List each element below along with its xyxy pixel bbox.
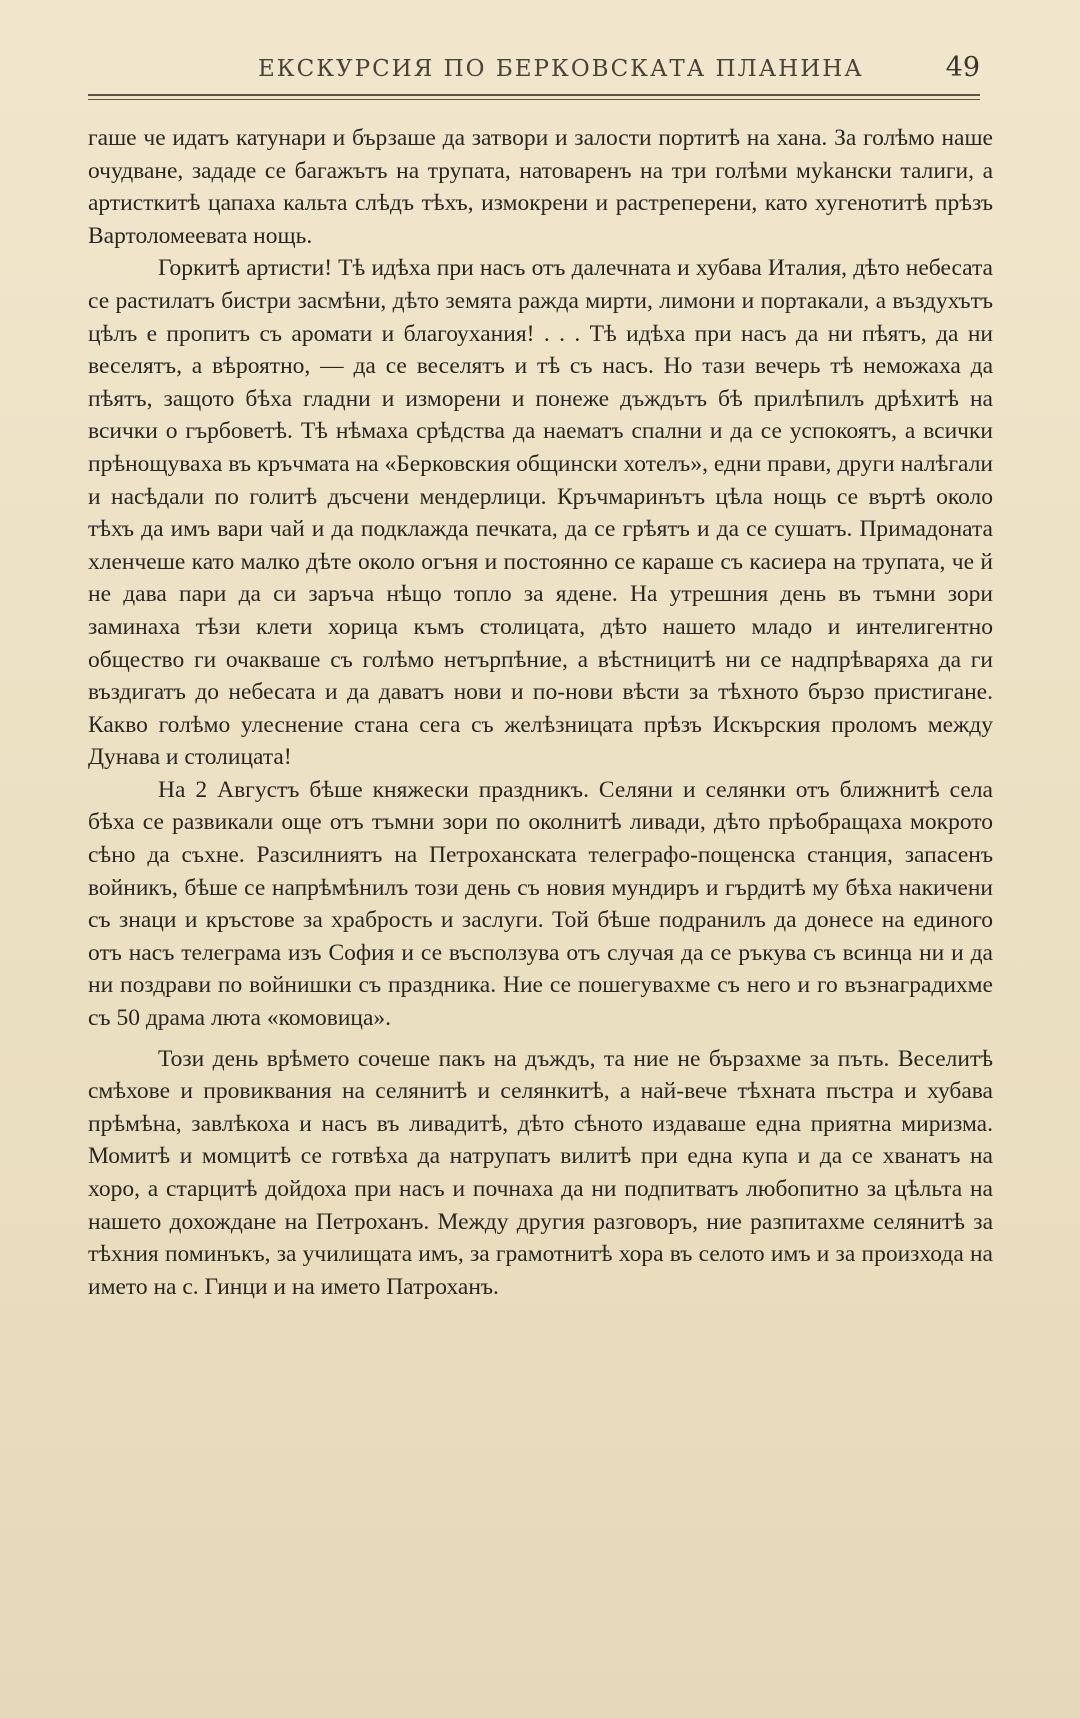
running-title: ЕКСКУРСИЯ ПО БЕРКОВСКАТА ПЛАНИНА [258, 56, 864, 82]
paragraph: На 2 Августъ бѣше княжески праздникъ. Селяни и селянки отъ ближнитѣ села бѣха се развикали още отъ тъмни зори по околнитѣ ливади, дѣто прѣобращаха мокрото сѣно да съхне. Разсилниятъ на Петроханската телеграфо-пощенска станция, запасенъ войникъ, бѣше се напрѣмѣнилъ този день съ новия мундиръ и гърдитѣ му бѣха накичени съ знаци и кръстове за храбрость и заслуги. Той бѣше подранилъ да донесе на единого отъ насъ телеграма изъ София и се въсползува отъ случая да се ръкува съ всинца ни и да ни поздрави по войнишки съ праздника. Ние се пошегувахме съ него и го възнаградихме съ 50 драма люта «комовица». [88, 776, 993, 1032]
page-header [88, 52, 980, 92]
paragraph: Горкитѣ артисти! Тѣ идѣха при насъ отъ далечната и хубава Италия, дѣто небесата се растилатъ бистри засмѣни, дѣто земята ражда мирти, лимони и портакали, а въздухътъ цѣлъ е пропитъ съ аромати и благоухания! . . . Тѣ идѣха при насъ да ни пѣятъ, да ни веселятъ, а вѣроятно, — да се веселятъ и тѣ съ насъ. Но тази вечерь тѣ неможаха да пѣятъ, защото бѣха гладни и изморени и понеже дъждътъ бѣ прилѣпилъ дрѣхитѣ на всички о гърбоветѣ. Тѣ нѣмаха срѣдства да наематъ спални и да се успокоятъ, а всички прѣнощуваха въ кръчмата на «Берковския общински хотелъ», едни прави, други налѣгали и насѣдали по голитѣ дъсчени мендерлици. Кръчмаринътъ цѣла нощь се въртѣ около тѣхъ да имъ вари чай и да подклажда печката, да се грѣятъ и да се сушатъ. Примадоната хленчеше като малко дѣте около огъня и постоянно се караше съ касиера на трупата, че й не дава пари да си заръча нѣщо топло за ядене. На утрешния день въ тъмни зори заминаха тѣзи клети хорица къмъ столицата, дѣто нашето младо и интелигентно общество ги очакваше съ голѣмо нетърпѣние, а вѣстницитѣ ни се надпрѣваряха да ги въздигатъ до небесата и да даватъ нови и по-нови вѣсти за тѣхното бързо пристигане. Какво голѣмо улеснение стана сега съ желѣзницата прѣзъ Искърския проломъ между Дунава и столицата! [88, 255, 993, 771]
paragraph-continuation: гаше че идатъ катунари и бързаше да затвори и залости портитѣ на хана. За голѣмо наше очудване, зададе се багажътъ на трупата, натоваренъ на три голѣми муkански талиги, а артисткитѣ цапаха кальта слѣдъ тѣхъ, измокрени и растреперени, като хугенотитѣ прѣзъ Вартоломеевата нощь. [88, 125, 993, 249]
paragraph: Този день врѣмето сочеше пакъ на дъждъ, та ние не бързахме за пъть. Веселитѣ смѣхове и провиквания на селянитѣ и селянкитѣ, а най-вече тѣхната пъстра и хубава прѣмѣна, завлѣкоха и насъ въ ливадитѣ, дѣто сѣното издаваше една приятна миризма. Момитѣ и момцитѣ се готвѣха да натрупатъ вилитѣ при една купа и да се хванатъ на хоро, а старцитѣ дойдоха при насъ и почнаха да ни подпитватъ любопитно за цѣльта на нашето дохождане на Петроханъ. Между другия разговоръ, ние разпитахме селянитѣ за тѣхния поминъкъ, за училищата имъ, за грамотнитѣ хора въ селото имъ и за произхода на името на с. Гинци и на името Патроханъ. [88, 1045, 993, 1300]
page-number: 49 [945, 52, 980, 83]
body-text [88, 122, 993, 1303]
header-rule [88, 94, 980, 100]
